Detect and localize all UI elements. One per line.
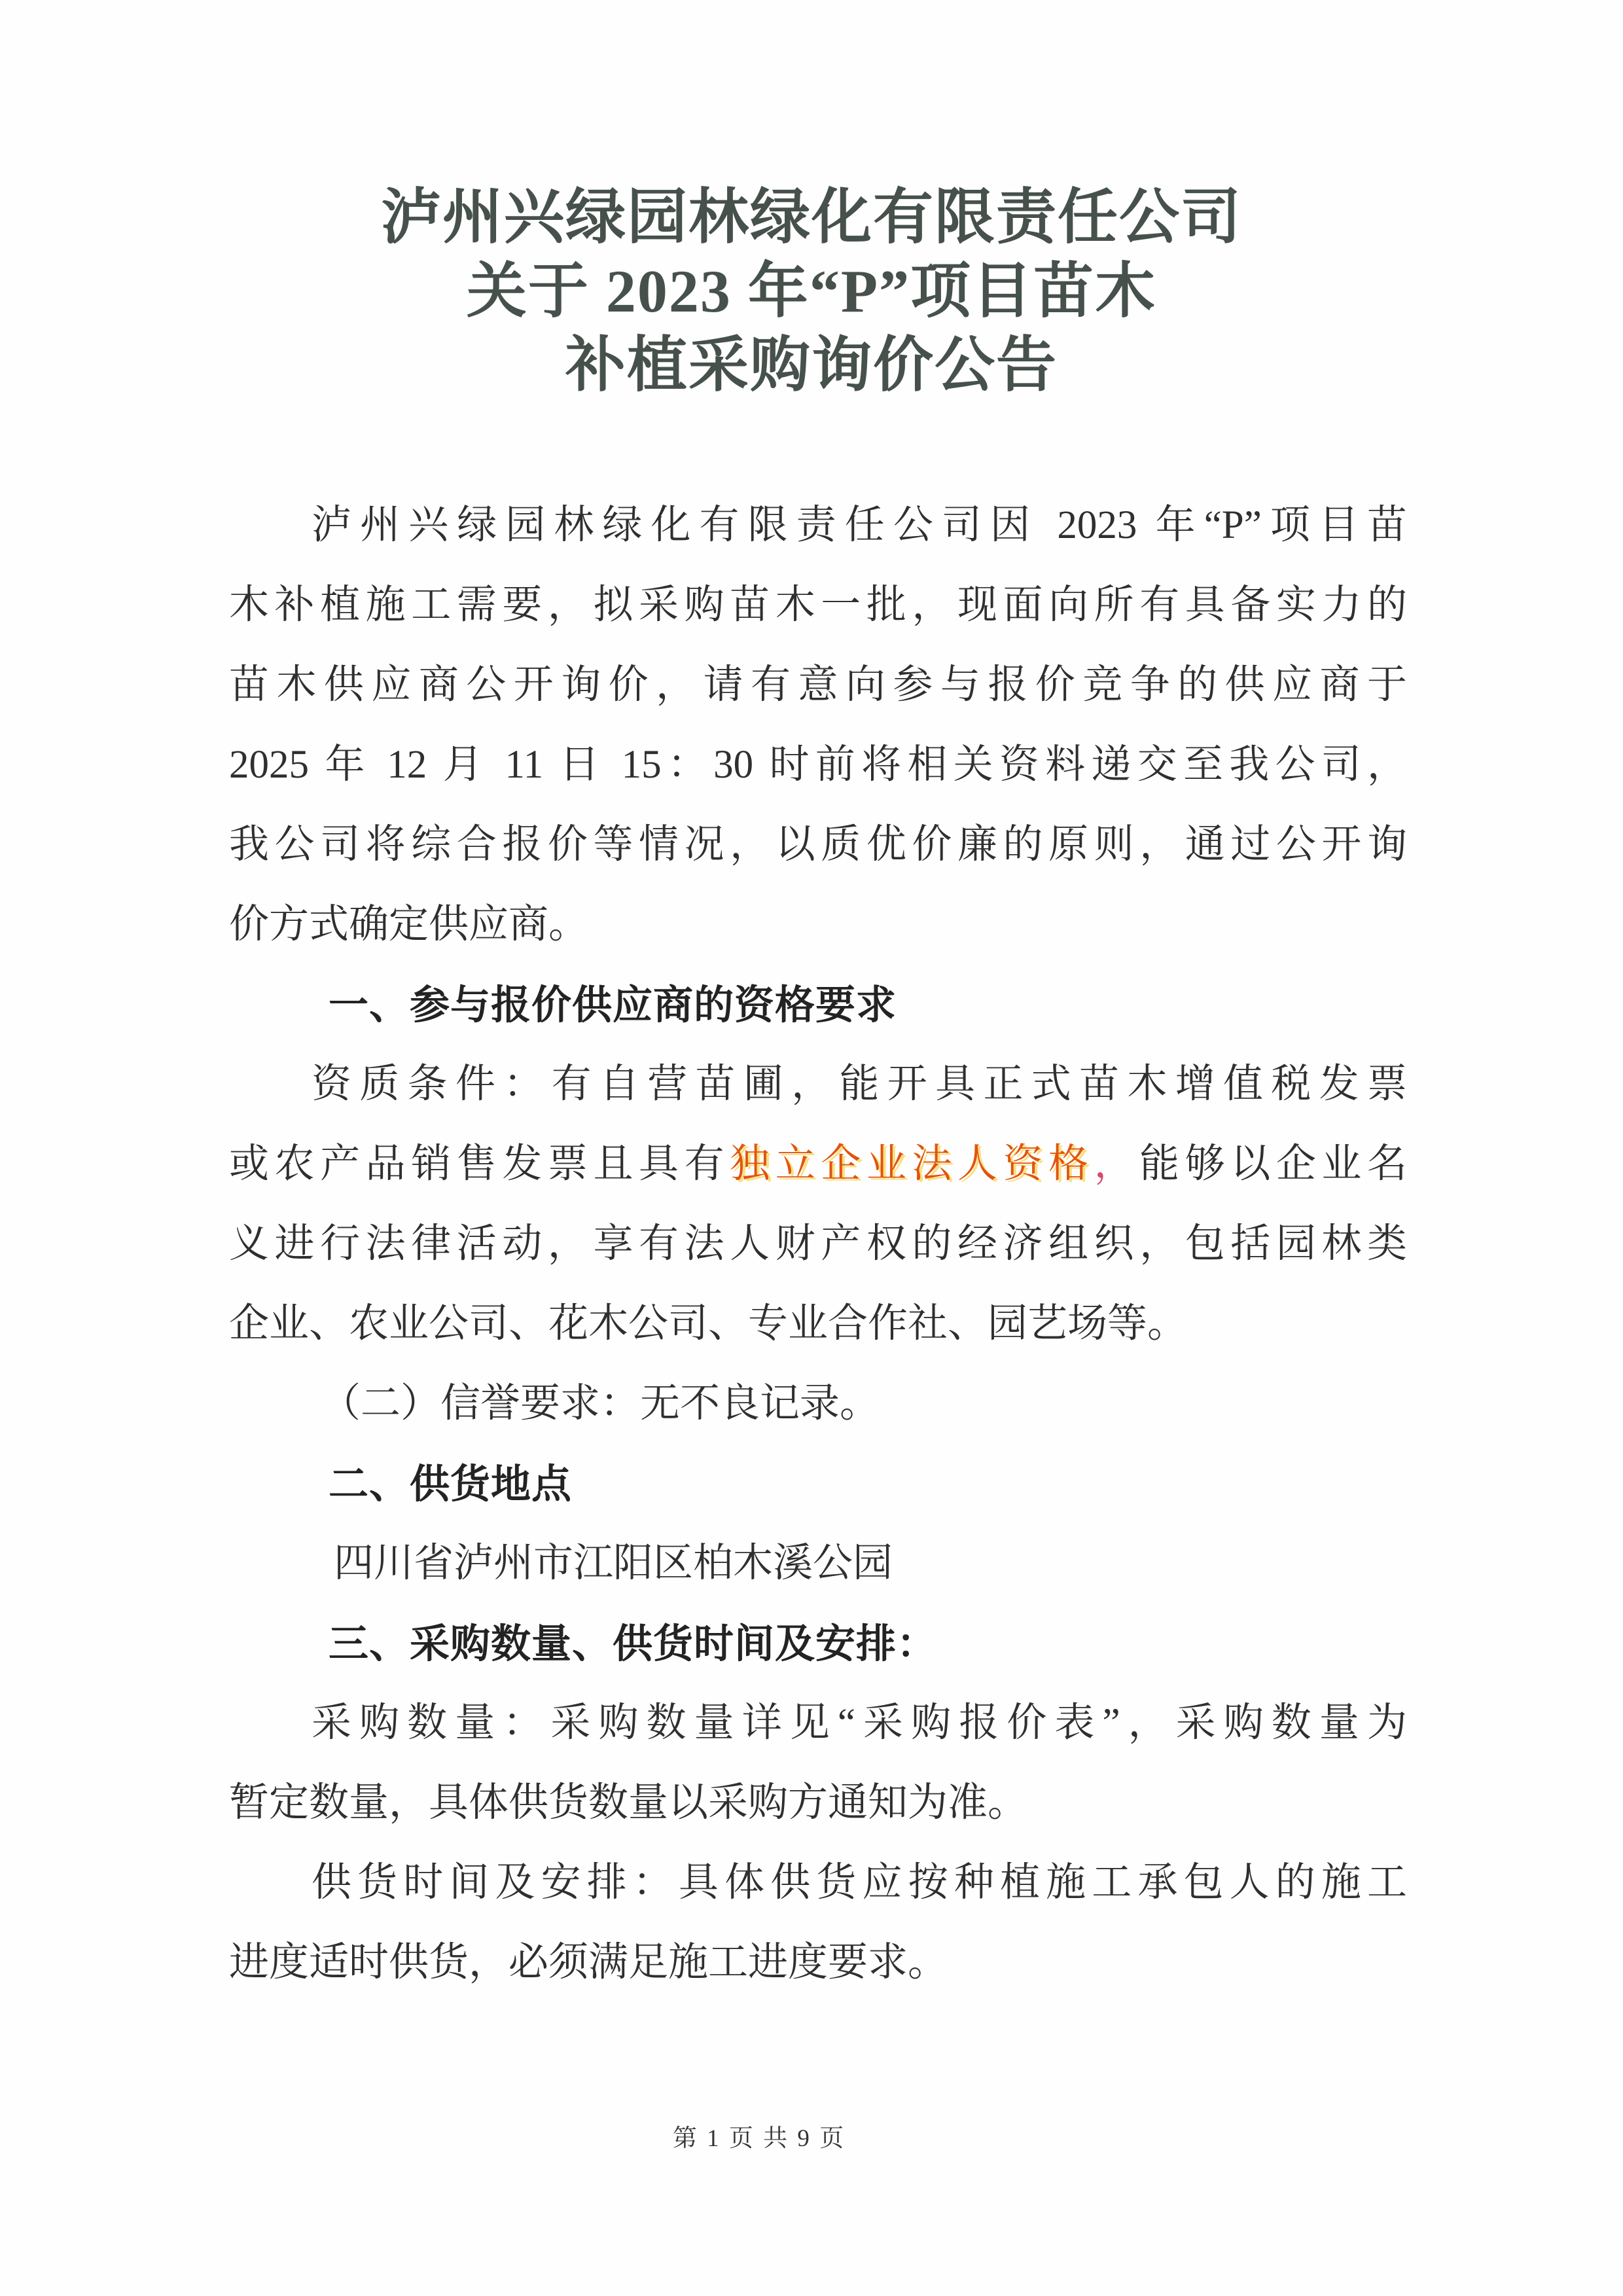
qualification-text-pre: 或农产品销售发票且具有	[229, 1142, 730, 1186]
section1-qualification-line-1: 资质条件：有自营苗圃，能开具正式苗木增值税发票	[312, 1062, 1407, 1106]
intro-line-4: 2025 年 12 月 11 日 15：30 时前将相关资料递交至我公司，	[229, 743, 1407, 787]
section3-heading: 三、采购数量、供货时间及安排：	[329, 1621, 938, 1666]
qualification-text-post: 能够以企业名	[1139, 1142, 1407, 1186]
section3-quantity-line-2: 暂定数量，具体供货数量以采购方通知为准。	[229, 1781, 1028, 1825]
intro-line-2: 木补植施工需要，拟采购苗木一批，现面向所有具备实力的	[229, 583, 1407, 627]
highlight-trailing-comma: ，	[1094, 1142, 1140, 1186]
intro-line-3: 苗木供应商公开询价，请有意向参与报价竞争的供应商于	[229, 663, 1407, 707]
section3-time-line-1: 供货时间及安排：具体供货应按种植施工承包人的施工	[312, 1861, 1407, 1905]
document-title	[0, 181, 1623, 403]
section2-heading: 二、供货地点	[329, 1462, 573, 1506]
section1-qualification-line-2	[229, 1124, 1407, 1204]
section1-credit-requirement: （二）信誉要求：无不良记录。	[321, 1382, 880, 1426]
section1-qualification-line-3: 义进行法律活动，享有法人财产权的经济组织，包括园林类	[229, 1222, 1407, 1266]
section2-delivery-location: 四川省泸州市江阳区柏木溪公园	[334, 1541, 893, 1585]
legal-person-qualification-highlight: 独立企业法人资格	[730, 1142, 1094, 1186]
title-line-1: 泸州兴绿园林绿化有限责任公司	[380, 184, 1242, 251]
section1-heading: 一、参与报价供应商的资格要求	[329, 982, 897, 1027]
intro-line-1: 泸州兴绿园林绿化有限责任公司因 2023 年“P”项目苗	[312, 503, 1407, 547]
document-body	[229, 486, 1407, 2003]
page-number-footer: 第 1 页 共 9 页	[672, 2125, 846, 2152]
section3-quantity-line-1: 采购数量：采购数量详见“采购报价表”，采购数量为	[312, 1701, 1407, 1745]
title-line-3: 补植采购询价公告	[565, 332, 1058, 399]
title-line-2: 关于 2023 年“P”项目苗木	[466, 258, 1157, 325]
intro-line-6: 价方式确定供应商。	[229, 903, 589, 946]
section3-time-line-2: 进度适时供货，必须满足施工进度要求。	[229, 1941, 948, 1984]
intro-line-5: 我公司将综合报价等情况，以质优价廉的原则，通过公开询	[229, 823, 1407, 867]
section1-qualification-line-4: 企业、农业公司、花木公司、专业合作社、园艺场等。	[229, 1302, 1188, 1346]
